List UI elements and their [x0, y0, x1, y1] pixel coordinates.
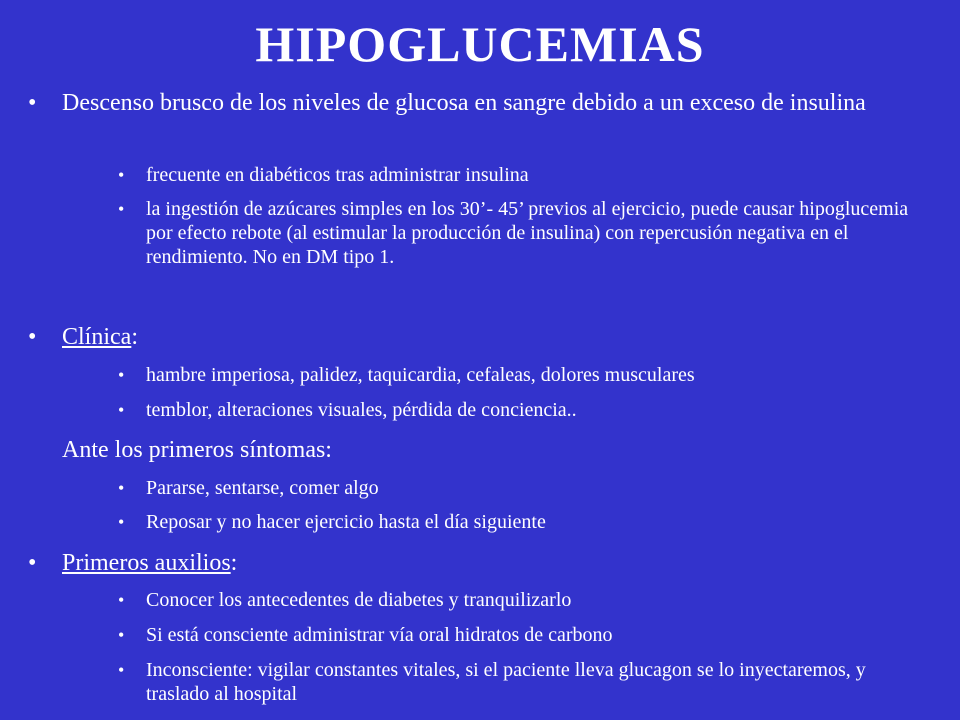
sub-bullet	[118, 476, 918, 500]
sub-bullet	[118, 163, 918, 187]
bullet-glyph: •	[118, 165, 125, 185]
sub-bullet-text: Inconsciente: vigilar constantes vitales, si el paciente lleva glucagon se lo inyectaremos, y traslado al hospital	[146, 659, 866, 705]
sub-bullet	[118, 588, 918, 612]
bullet-glyph: •	[118, 660, 125, 680]
bullet-clinica	[28, 323, 908, 352]
sintomas-text: Ante los primeros síntomas:	[62, 437, 332, 463]
bullet-glyph: •	[118, 512, 125, 532]
bullet-glyph: •	[118, 625, 125, 645]
intro-text: Descenso brusco de los niveles de glucosa en sangre debido a un exceso de insulina	[62, 90, 866, 116]
bullet-auxilios	[28, 549, 908, 578]
sub-bullet	[118, 510, 918, 534]
auxilios-colon: :	[230, 550, 238, 576]
sintomas-line	[28, 436, 908, 465]
sub-bullet-text: Pararse, sentarse, comer algo	[146, 477, 379, 499]
sub-bullet	[118, 623, 918, 647]
sub-bullet	[118, 398, 918, 422]
sub-bullet-text: la ingestión de azúcares simples en los 30’- 45’ previos al ejercicio, puede causar hipoglucemia por efecto rebote (al estimular la producción de insulina) con repercusión negativa en el rendimiento. No en DM tipo 1.	[146, 198, 909, 268]
bullet-glyph: •	[118, 365, 125, 385]
bullet-glyph: •	[118, 478, 125, 498]
sub-bullet-text: Reposar y no hacer ejercicio hasta el día siguiente	[146, 511, 546, 533]
sub-bullet-text: hambre imperiosa, palidez, taquicardia, cefaleas, dolores musculares	[146, 364, 695, 386]
sub-bullet	[118, 197, 918, 269]
clinica-colon: :	[131, 324, 138, 350]
sub-bullet-text: Si está consciente administrar vía oral hidratos de carbono	[146, 624, 613, 646]
sub-bullet-text: temblor, alteraciones visuales, pérdida de conciencia..	[146, 399, 577, 421]
bullet-glyph: •	[28, 550, 37, 576]
sub-bullet	[118, 363, 918, 387]
bullet-glyph: •	[28, 90, 37, 116]
sub-bullet	[118, 658, 918, 706]
sub-bullet-text: frecuente en diabéticos tras administrar insulina	[146, 164, 529, 186]
bullet-glyph: •	[28, 324, 37, 350]
clinica-heading: Clínica	[62, 324, 132, 350]
bullet-glyph: •	[118, 590, 125, 610]
slide-title: HIPOGLUCEMIAS	[255, 16, 705, 72]
bullet-glyph: •	[118, 199, 125, 219]
bullet-intro	[28, 89, 908, 118]
bullet-glyph: •	[118, 400, 125, 420]
auxilios-heading: Primeros auxilios	[62, 550, 231, 576]
sub-bullet-text: Conocer los antecedentes de diabetes y tranquilizarlo	[146, 589, 572, 611]
